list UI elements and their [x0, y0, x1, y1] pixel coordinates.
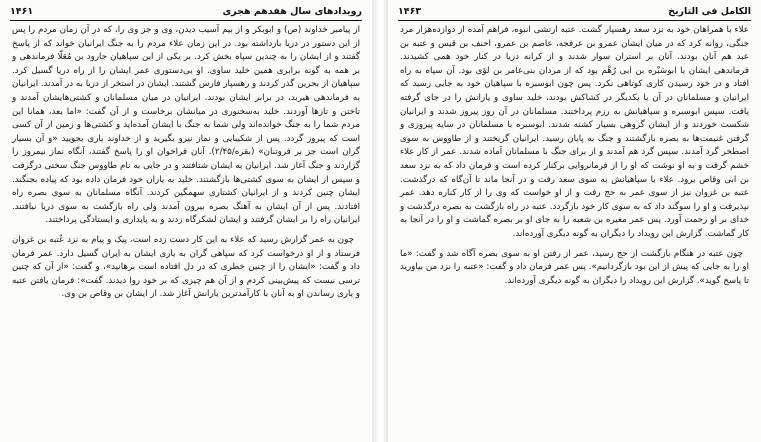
right-paragraph-1: علاء با همراهان خود به نزد سعد رهسپار گشت. عتبه ارتشی انبوه، فراهم آمده از دوازده‌هزار مرد جنگی، روانه کرد که در میان ایشان عمرو بن عرفجه، عاصم بن عمرو، احنف بن قیس و عتبه بن عبد هم آنان بودند. آنان بر استران سوار شدند و از کرانه دریا در کنار خود همی کشیدند. فرماندهی ایشان با ابوسَبْره بن ابی رُهْم بود که از مردان بنی‌عامر بن لؤی بود. آن سپاه به راه افتاد و در خود رسیدن کاری کوتاهی نکرد. پس چون ابوسبره با سپاهیان خود به جایی رسید که ایرانیان و مسلمانان در آن با یکدیگر در کشاکش بودند، خلید ساوی و یارانش را در جای گرفته یافت. سپس ابوسبره و سپاهیانش به رزم پرداختند. مسلمانان در آن روز پیروز شدند و ایرانیان شکست خوردند و از ایشان گروهی بسیار کشته شدند. ابوسبره با مسلمانان در سایه پیروزی و گرفتن غنیمت‌ها به بصره بازگشتند و جنگ به پایان رسید. ایرانیان گریختند و از طاووس به سوی اصطخر گرد آمدند. سپس گرد هم آمدند و از برای جنگ با مسلمانان آماده شدند. عمر از کار علاء خشم گرفت و به او نوشت که او را از فرمانروایی برکنار کرده است و فرمان داد که به نزد سعد بن ابی وقاص برود. علاء با سپاهیانش به سوی سعد رفت و در آنجا ماند تا آن‌گاه که درگذشت. عتبه بن غزوان نیز از سوی عمر به حج رفت و از او خواست که وی را از کار کناره دهد. عمر نپذیرفت و او را سوگند داد که به سوی کار خود بازگردد. عتبه در راه بازگشت به بصره درگذشت و خدای بر او رحمت آورد. پس عمر مغیره بن شعبه را به جای او بر بصره گماشت و او را در آنجا به کار گماشت. گزارش این رویداد را دیگران به گونه دیگری آورده‌اند. [400, 25, 749, 239]
left-page [0, 0, 372, 442]
left-page-body [12, 24, 360, 302]
right-header-title: الکامل فی التاریخ [668, 5, 751, 17]
left-page-header [10, 4, 362, 18]
left-paragraph-2: چون به عمر گزارش رسید که علاء به این کار دست زده است، پیک و پیام به نزد عُتبه بن غزوان فرستاد و از او درخواست کرد که سپاهی گران به یاری ایشان به ایران گسیل دارد. عمر فرمان داد و گفت: «ایشان را از چنین خطری که در دل افتاده است برهانید»، و گفت: «از آن که چنین ترسی نیست که پیش‌بینی کردم و از آن هم چیزی که بر خود روا دیدند. گفت»: فرمان یافتن عتبه و یاری رساندن او به آنان با کارآمدترین یارانش آغاز شد. از ایشان بن وقاص بن وی. [12, 234, 360, 300]
right-page-body [400, 24, 749, 288]
right-paragraph-2: چون عتبه در هنگام بازگشت از حج رسید، عمر از رفتن او به سوی بصره آگاه شد و گفت: «ما او را به جایی که پیش از این بود بازگردانیم». پس عمر فرمان داد و گفت: «عتبه را نزد من بیاورید تا پاسخ گوید». گزارش این رویداد را دیگران به گونه دیگری آورده‌اند. [400, 248, 749, 286]
right-page-number: ۱۴۶۳ [398, 5, 422, 17]
left-paragraph-1: از پیامبر خداوند (ص) و ابوبکر و از بیم آسیب دیدن، وی و جز وی را، که در آن زمان مردم را پس از این دستور در دریا بازداشته بود. در این زمان علاء مردم را به جنگ ایرانیان خواند که از پاسخ گفتند و از ایشان را به چندین سپاه بخش کرد. بر یکی از این سپاهیان جارود بن مُعَلّا فرماندهی و بر همه به گونه برابری همین خلید ساوی. او بی‌دستوری عمر ایشان را از راه دریا گسیل کرد. سپاهیان از بحرین گذر کردند و رهسپار فارس گشتند. ایشان در استخر از دریا به در آمدند. ایرانیان به فرماندهی هیربد، در برابر ایشان بودند. ایرانیان در میان مسلمانان و کشتی‌هایشان آمدند و تاختن و تازها آوردند. خلید به‌سخنوری در میانشان برخاست و از آن گفت: «اما بعد، همانا این مردم شما را به جنگ خوانده‌اند ولی شما به جنگ با ایشان آمده‌اید و کشتی‌ها و زمین از آن کسی است که پیروز گردد. پس از شکیبایی و نماز نیرو بگیرید و از خداوند یاری بجویید «و آن بسیار گران است جز بر فروتنان» (بقره/۲/۴۵). آنان فراخوان او را پاسخ گفتند، آنگاه نماز نیمروز را گزاردند و جنگ آغاز شد. ایرانیان به ایشان شتافتند و در جایی به نام طاووس جنگ سختی درگرفت و سپس از ایشان به سوی کشتی‌ها بازگشتند. خلید به یاران خود فرمان داده بود که پیاده بجنگند. ایشان چنین کردند و از ایرانیان کشتاری سهمگین کردند. آنگاه مسلمانان به سوی بصره راه افتادند. پس از آن ایشان به آهنگ بصره بیرون آمدند ولی راه بازگشت به سوی دریا نیافتند. ایرانیان راه را بر ایشان گرفتند و ایشان لشکرگاه زدند و به پایداری و ایستادگی پرداختند. [12, 25, 360, 226]
right-page-header [398, 4, 751, 18]
left-page-number: ۱۴۶۱ [10, 5, 34, 17]
book-gutter [372, 0, 388, 442]
left-header-rule [10, 20, 362, 21]
left-header-title: رویدادهای سال هفدهم هجری [222, 5, 362, 17]
right-page [388, 0, 761, 442]
right-header-rule [398, 20, 751, 21]
